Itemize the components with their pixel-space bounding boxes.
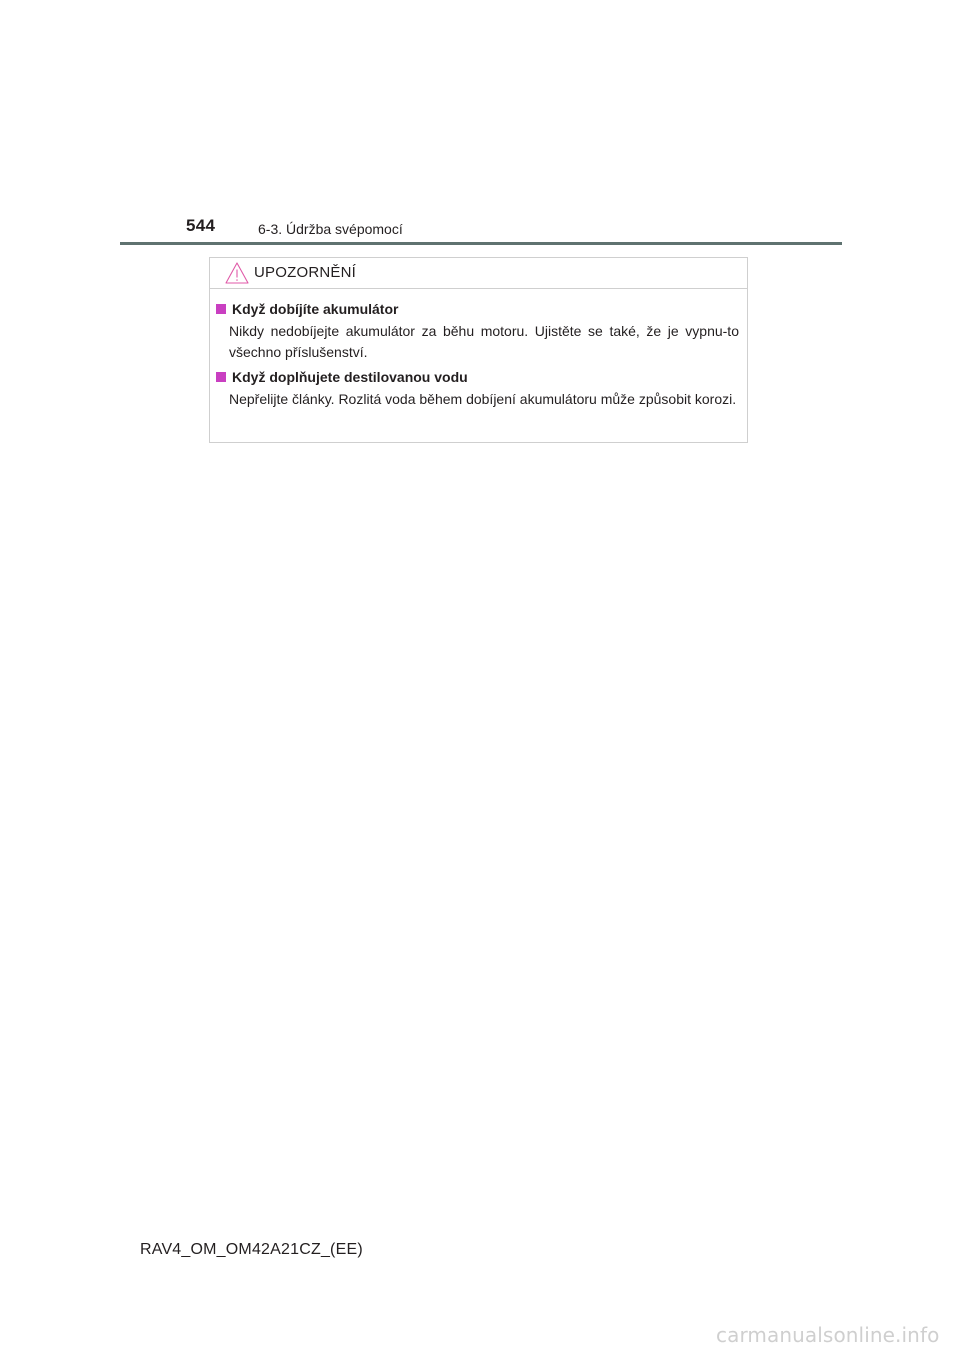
- item-text: Nepřelijte články. Rozlitá voda během dobíjení akumulátoru může způsobit korozi.: [229, 391, 737, 407]
- caution-header: [210, 258, 747, 289]
- caution-box: [209, 257, 748, 443]
- item-heading: [216, 369, 468, 385]
- header-rule: [120, 242, 842, 245]
- item-heading: [216, 301, 398, 317]
- item-text: Nikdy nedobíjejte akumulátor za běhu motoru. Ujistěte se také, že je vypnu-to všechno příslušenství.: [229, 323, 739, 360]
- caution-title: UPOZORNĚNÍ: [254, 264, 357, 281]
- bullet-square: [216, 304, 226, 314]
- item-heading-text: Když dobíjíte akumulátor: [232, 301, 399, 317]
- document-code: RAV4_OM_OM42A21CZ_(EE): [140, 1241, 363, 1258]
- page-number: 544: [186, 216, 216, 235]
- item-heading-text: Když doplňujete destilovanou vodu: [232, 369, 468, 385]
- section-title: 6-3. Údržba svépomocí: [258, 221, 403, 237]
- watermark: carmanualsonline.info: [716, 1323, 940, 1347]
- bullet-square: [216, 372, 226, 382]
- warning-triangle-icon: [224, 261, 250, 285]
